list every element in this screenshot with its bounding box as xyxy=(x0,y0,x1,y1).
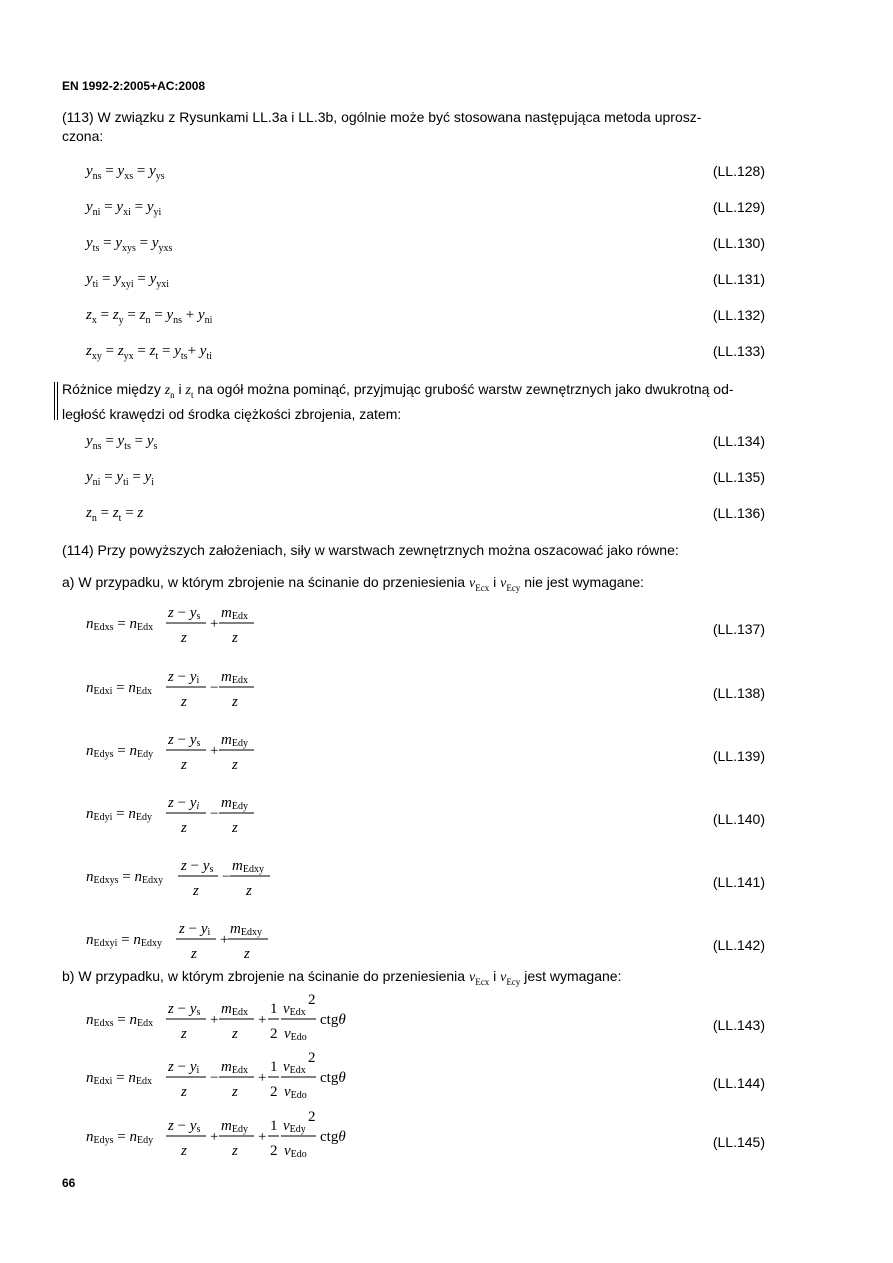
svg-text:z: z xyxy=(181,694,187,710)
svg-text:nEdxyi = nEdxy: nEdxyi = nEdxy xyxy=(86,932,162,949)
equation-ll145 xyxy=(86,1109,765,1167)
svg-text:z: z xyxy=(232,757,238,773)
equation-number: (LL.130) xyxy=(712,235,765,251)
svg-text:ctgθ: ctgθ xyxy=(320,1070,346,1086)
equation-lhs: $y_{ns} = y_{xs} = y_{ys}$ xyxy=(86,163,165,182)
equation-ll143 xyxy=(86,992,765,1050)
equation-ll132 xyxy=(86,307,765,327)
formula-graphic xyxy=(86,1050,406,1108)
svg-text:2: 2 xyxy=(270,1026,278,1042)
svg-text:+: + xyxy=(210,743,219,759)
equation-number: (LL.132) xyxy=(712,307,765,323)
svg-text:z − yi: z − yi xyxy=(168,669,200,686)
paragraph-text: i xyxy=(489,968,501,984)
svg-text:z − ys: z − ys xyxy=(168,605,201,622)
svg-text:mEdy: mEdy xyxy=(221,732,248,749)
svg-text:z: z xyxy=(181,1084,187,1100)
symbol-vecx: $v_{Ecx}$ xyxy=(468,576,490,593)
svg-text:nEdyi = nEdy: nEdyi = nEdy xyxy=(86,806,152,823)
svg-text:nEdxs = nEdx: nEdxs = nEdx xyxy=(86,1012,154,1029)
svg-text:z: z xyxy=(232,694,238,710)
equation-ll134 xyxy=(86,433,765,453)
equation-number: (LL.141) xyxy=(712,874,765,890)
svg-text:1: 1 xyxy=(270,1059,278,1075)
svg-text:z − yi: z − yi xyxy=(168,795,200,812)
standard-code-header: EN 1992-2:2005+AC:2008 xyxy=(62,79,206,93)
equation-lhs: $y_{ts} = y_{xys} = y_{yxs}$ xyxy=(86,235,173,254)
svg-text:mEdx: mEdx xyxy=(221,669,248,686)
equation-number: (LL.140) xyxy=(712,811,765,827)
equation-number: (LL.139) xyxy=(712,748,765,764)
svg-text:+: + xyxy=(210,616,219,632)
svg-text:vEdx: vEdx xyxy=(283,1059,306,1076)
svg-text:mEdy: mEdy xyxy=(221,795,248,812)
equation-ll130 xyxy=(86,235,765,255)
paragraph-113 xyxy=(62,108,765,146)
symbol-vecy: $v_{Ecy}$ xyxy=(500,970,521,987)
case-a-heading xyxy=(62,573,765,598)
formula-graphic xyxy=(86,604,386,654)
equation-ll144 xyxy=(86,1050,765,1108)
equation-ll141 xyxy=(86,857,765,907)
formula-graphic xyxy=(86,1109,406,1167)
svg-text:vEdx: vEdx xyxy=(283,1001,306,1018)
paragraph-113-line2: czona: xyxy=(62,128,104,144)
paragraph-113-line1: (113) W związku z Rysunkami LL.3a i LL.3b, ogólnie może być stosowana następująca metoda uprosz- xyxy=(62,109,702,125)
equation-lhs: $z_{xy} = z_{yx} = z_t = y_{ts}+ y_{ti}$ xyxy=(86,343,213,362)
svg-text:z: z xyxy=(181,757,187,773)
svg-text:nEdxys = nEdxy: nEdxys = nEdxy xyxy=(86,869,164,886)
svg-text:mEdxy: mEdxy xyxy=(232,858,264,875)
svg-text:2: 2 xyxy=(308,1109,316,1125)
equation-number: (LL.128) xyxy=(712,163,765,179)
equation-lhs: $y_{ti} = y_{xyi} = y_{yxi}$ xyxy=(86,271,170,290)
svg-text:−: − xyxy=(210,806,219,822)
svg-text:z − ys: z − ys xyxy=(168,1118,201,1135)
svg-text:z: z xyxy=(232,630,238,646)
svg-text:1: 1 xyxy=(270,1118,278,1134)
equation-lhs: $z_x = z_y = z_n = y_{ns} + y_{ni}$ xyxy=(86,307,213,326)
paragraph-text: ległość krawędzi od środka ciężkości zbrojenia, zatem: xyxy=(62,405,402,422)
equation-ll139 xyxy=(86,731,765,781)
formula-graphic xyxy=(86,731,386,781)
svg-text:z − yi: z − yi xyxy=(179,921,211,938)
svg-text:mEdx: mEdx xyxy=(221,605,248,622)
svg-text:nEdxi = nEdx: nEdxi = nEdx xyxy=(86,1070,152,1087)
svg-text:z: z xyxy=(181,630,187,646)
equation-lhs: $y_{ns} = y_{ts} = y_s$ xyxy=(86,433,158,452)
svg-text:−: − xyxy=(210,680,219,696)
equation-ll137 xyxy=(86,604,765,654)
equation-number: (LL.133) xyxy=(712,343,765,359)
formula-graphic xyxy=(86,794,386,844)
svg-text:z: z xyxy=(193,883,199,899)
paragraph-text: na ogół można pominąć, przyjmując grubość warstw zewnętrznych jako dwukrotną od- xyxy=(193,381,734,397)
svg-text:vEdo: vEdo xyxy=(284,1026,307,1043)
equation-ll138 xyxy=(86,668,765,718)
equation-ll136 xyxy=(86,505,765,525)
symbol-zn: $z_n$ xyxy=(164,383,175,400)
svg-text:+: + xyxy=(258,1012,267,1028)
paragraph-text: b) W przypadku, w którym zbrojenie na ścinanie do przeniesienia xyxy=(62,968,469,984)
svg-text:nEdxs = nEdx: nEdxs = nEdx xyxy=(86,616,154,633)
svg-text:z: z xyxy=(232,1084,238,1100)
equation-ll135 xyxy=(86,469,765,489)
paragraph-text: i xyxy=(489,574,501,590)
svg-text:vEdy: vEdy xyxy=(283,1118,306,1135)
svg-text:z: z xyxy=(191,946,197,962)
paragraph-text: jest wymagane: xyxy=(520,968,622,984)
formula-graphic xyxy=(86,668,386,718)
svg-text:2: 2 xyxy=(308,992,316,1008)
equation-ll133 xyxy=(86,343,765,363)
equation-number: (LL.129) xyxy=(712,199,765,215)
equation-number: (LL.142) xyxy=(712,937,765,953)
svg-text:z: z xyxy=(181,1143,187,1159)
symbol-zt: $z_t$ xyxy=(185,383,194,400)
svg-text:+: + xyxy=(210,1012,219,1028)
equation-number: (LL.145) xyxy=(712,1134,765,1150)
svg-text:2: 2 xyxy=(270,1143,278,1159)
svg-text:+: + xyxy=(258,1129,267,1145)
svg-text:z: z xyxy=(181,1026,187,1042)
svg-text:+: + xyxy=(210,1129,219,1145)
svg-text:mEdx: mEdx xyxy=(221,1001,248,1018)
svg-text:−: − xyxy=(210,1070,219,1086)
svg-text:−: − xyxy=(222,869,231,885)
paragraph-text: a) W przypadku, w którym zbrojenie na ścinanie do przeniesienia xyxy=(62,574,469,590)
equation-lhs: $y_{ni} = y_{xi} = y_{yi}$ xyxy=(86,199,162,218)
paragraph-differences xyxy=(62,380,765,424)
equation-number: (LL.134) xyxy=(712,433,765,449)
equation-ll142 xyxy=(86,920,765,970)
formula-graphic xyxy=(86,857,386,907)
revision-change-bar xyxy=(54,382,58,420)
formula-graphic xyxy=(86,992,406,1050)
equation-ll140 xyxy=(86,794,765,844)
case-b-heading xyxy=(62,967,765,992)
svg-text:z: z xyxy=(232,1026,238,1042)
svg-text:mEdx: mEdx xyxy=(221,1059,248,1076)
equation-ll131 xyxy=(86,271,765,291)
svg-text:vEdo: vEdo xyxy=(284,1084,307,1101)
svg-text:2: 2 xyxy=(270,1084,278,1100)
equation-number: (LL.143) xyxy=(712,1017,765,1033)
symbol-vecy: $v_{Ecy}$ xyxy=(500,576,521,593)
svg-text:z − ys: z − ys xyxy=(168,1001,201,1018)
svg-text:z: z xyxy=(232,1143,238,1159)
svg-text:z − yi: z − yi xyxy=(168,1059,200,1076)
svg-text:nEdys = nEdy: nEdys = nEdy xyxy=(86,1129,154,1146)
svg-text:nEdxi = nEdx: nEdxi = nEdx xyxy=(86,680,152,697)
svg-text:+: + xyxy=(258,1070,267,1086)
equation-ll129 xyxy=(86,199,765,219)
svg-text:z: z xyxy=(232,820,238,836)
equation-number: (LL.144) xyxy=(712,1075,765,1091)
equation-number: (LL.135) xyxy=(712,469,765,485)
equation-number: (LL.131) xyxy=(712,271,765,287)
svg-text:mEdy: mEdy xyxy=(221,1118,248,1135)
svg-text:2: 2 xyxy=(308,1050,316,1066)
svg-text:nEdys = nEdy: nEdys = nEdy xyxy=(86,743,154,760)
paragraph-text: nie jest wymagane: xyxy=(520,574,645,590)
equation-number: (LL.137) xyxy=(712,621,765,637)
equation-lhs: $y_{ni} = y_{ti} = y_i$ xyxy=(86,469,155,488)
equation-number: (LL.138) xyxy=(712,685,765,701)
svg-text:vEdo: vEdo xyxy=(284,1143,307,1160)
formula-graphic xyxy=(86,920,386,970)
svg-text:z − ys: z − ys xyxy=(168,732,201,749)
paragraph-text: (114) Przy powyższych założeniach, siły w warstwach zewnętrznych można oszacować jako równe: xyxy=(62,542,679,558)
paragraph-text: i xyxy=(174,381,186,397)
paragraph-text: Różnice między xyxy=(62,381,165,397)
svg-text:z − ys: z − ys xyxy=(181,858,214,875)
svg-text:ctgθ: ctgθ xyxy=(320,1012,346,1028)
symbol-vecx: $v_{Ecx}$ xyxy=(468,970,490,987)
equation-number: (LL.136) xyxy=(712,505,765,521)
svg-text:+: + xyxy=(220,932,229,948)
equation-ll128 xyxy=(86,163,765,183)
paragraph-114 xyxy=(62,541,765,560)
svg-text:z: z xyxy=(246,883,252,899)
svg-text:mEdxy: mEdxy xyxy=(230,921,262,938)
page-number: 66 xyxy=(62,1176,76,1190)
svg-text:z: z xyxy=(244,946,250,962)
svg-text:1: 1 xyxy=(270,1001,278,1017)
svg-text:ctgθ: ctgθ xyxy=(320,1129,346,1145)
svg-text:z: z xyxy=(181,820,187,836)
equation-lhs: $z_n = z_t = z$ xyxy=(86,505,144,524)
